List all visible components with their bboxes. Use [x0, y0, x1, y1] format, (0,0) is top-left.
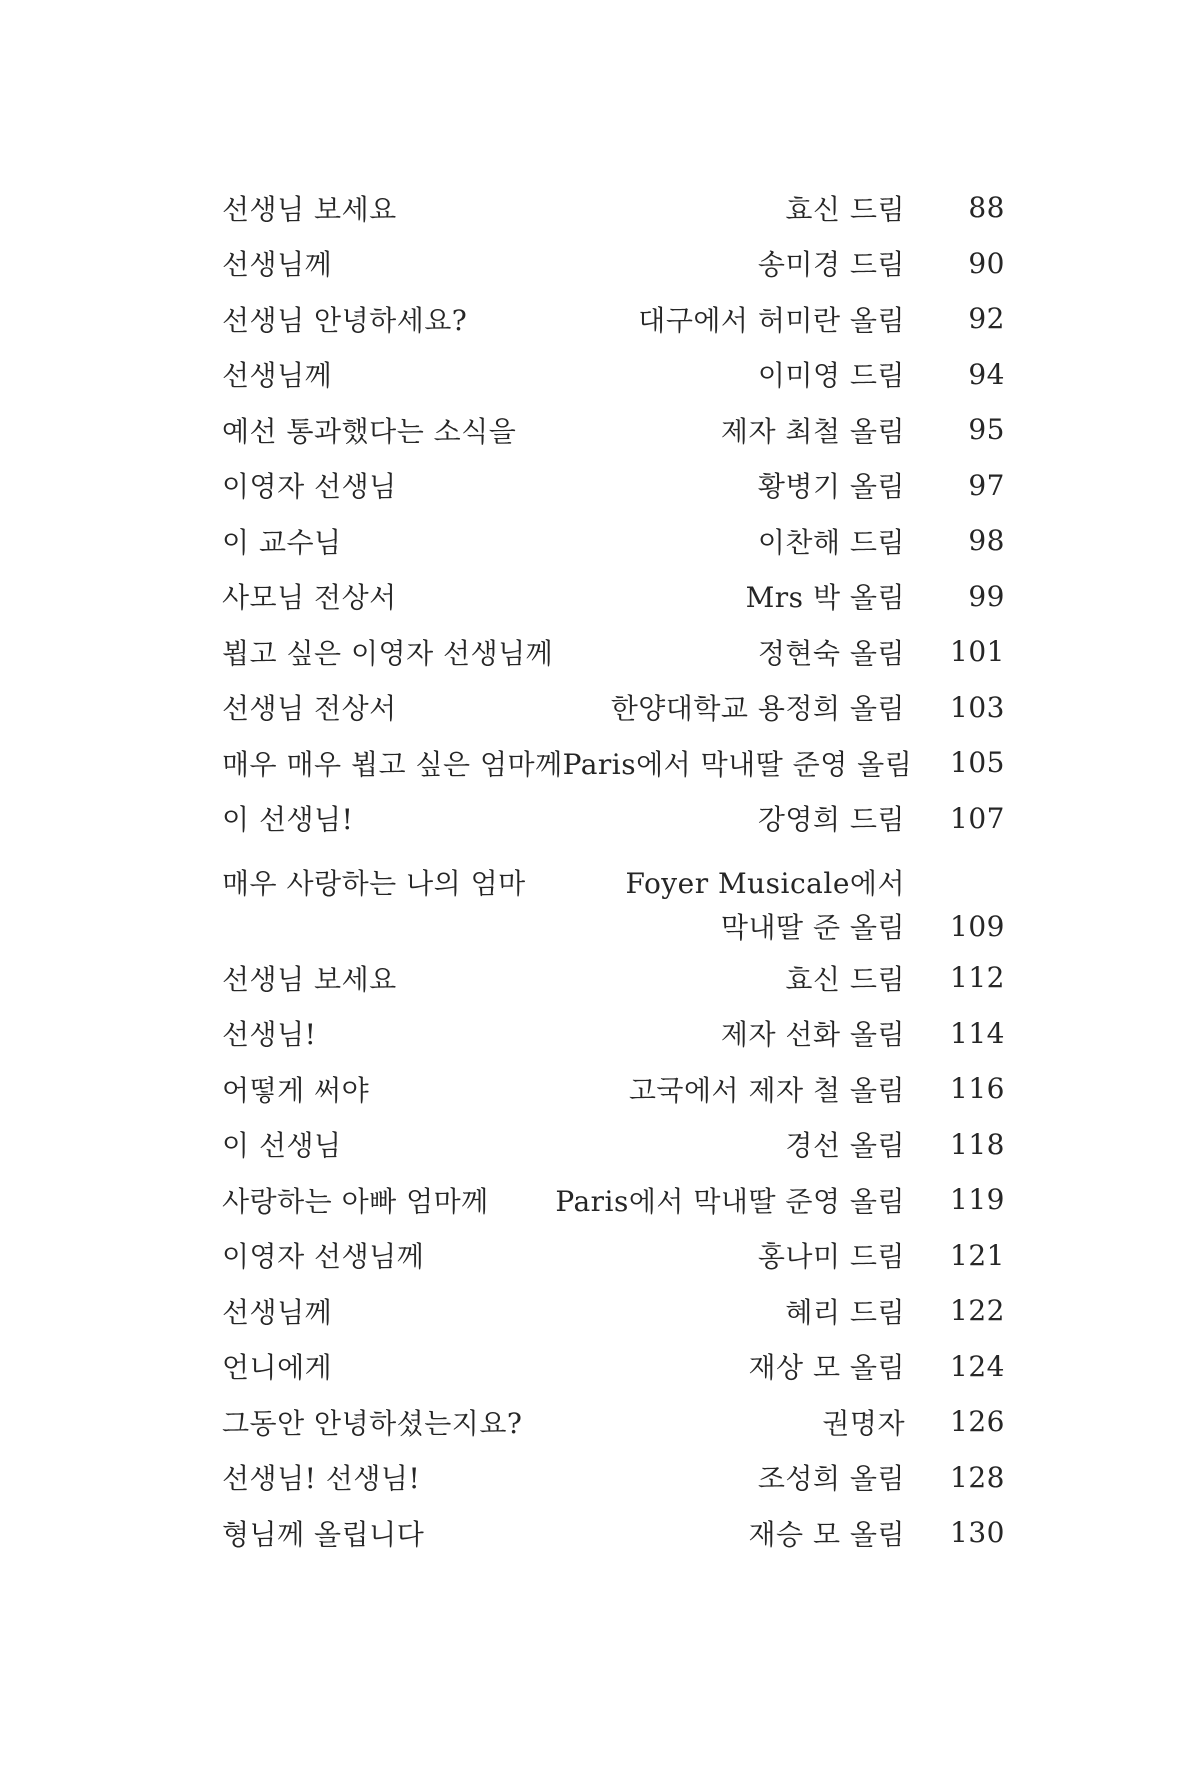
- entry-page-number: 124: [950, 1349, 1005, 1383]
- toc-row: [222, 1006, 1005, 1062]
- toc-row: [222, 904, 1005, 948]
- entry-title: 선생님! 선생님!: [222, 1462, 421, 1496]
- entry-signature: 강영희 드림: [757, 803, 905, 837]
- entry-signature: 한양대학교 용정희 올림: [610, 692, 905, 726]
- entry-page-number: 98: [968, 524, 1005, 558]
- toc-row: [222, 180, 1005, 236]
- entry-signature: 홍나미 드림: [757, 1240, 905, 1274]
- toc-entry-two-line: [222, 860, 1005, 948]
- toc-row: [222, 1505, 1005, 1561]
- entry-page-number: 112: [950, 961, 1005, 995]
- entry-page-number: 126: [950, 1405, 1005, 1439]
- entry-signature: 재상 모 올림: [748, 1351, 905, 1385]
- toc-row: [222, 347, 1005, 403]
- entry-signature: 조성희 올림: [757, 1462, 905, 1496]
- entry-page-number: 130: [950, 1516, 1005, 1550]
- entry-signature: Paris에서 막내딸 준영 올림: [562, 747, 913, 781]
- entry-signature: Foyer Musicale에서: [625, 867, 905, 900]
- entry-signature: Paris에서 막내딸 준영 올림: [555, 1184, 905, 1218]
- toc-row: [222, 680, 1005, 736]
- entry-page-number: 109: [950, 909, 1005, 943]
- entry-signature: 재승 모 올림: [748, 1517, 905, 1551]
- toc-row: [222, 624, 1005, 680]
- toc-row: [222, 735, 1005, 791]
- entry-title: 사랑하는 아빠 엄마께: [222, 1184, 489, 1218]
- entry-title: 사모님 전상서: [222, 581, 397, 615]
- toc-row: [222, 291, 1005, 347]
- entry-title: 선생님!: [222, 1018, 317, 1052]
- entry-title: 선생님께: [222, 359, 333, 393]
- toc-row: [222, 1339, 1005, 1395]
- entry-page-number: 95: [968, 413, 1005, 447]
- entry-title: 매우 사랑하는 나의 엄마: [222, 867, 526, 900]
- entry-page-number: 99: [968, 579, 1005, 613]
- entry-title: 이영자 선생님: [222, 470, 397, 504]
- toc-row: [222, 1228, 1005, 1284]
- entry-title: 이 선생님!: [222, 803, 354, 837]
- entry-signature: 효신 드림: [785, 192, 905, 226]
- entry-title: 이 선생님: [222, 1129, 342, 1163]
- entry-page-number: 114: [950, 1016, 1005, 1050]
- entry-page-number: 101: [950, 635, 1005, 669]
- toc-row: [222, 513, 1005, 569]
- toc-row: [222, 1283, 1005, 1339]
- toc-row: [222, 569, 1005, 625]
- entry-signature: 경선 올림: [785, 1129, 905, 1163]
- toc-row: [222, 860, 1005, 904]
- entry-title: 어떻게 써야: [222, 1073, 370, 1107]
- entry-title: 예선 통과했다는 소식을: [222, 414, 517, 448]
- entry-page-number: 128: [950, 1460, 1005, 1494]
- entry-signature: 이미영 드림: [757, 359, 905, 393]
- entry-page-number: 103: [950, 690, 1005, 724]
- entry-page-number: 92: [968, 302, 1005, 336]
- entry-signature: 막내딸 준 올림: [720, 911, 905, 944]
- entry-signature: 고국에서 제자 철 올림: [628, 1073, 905, 1107]
- entry-page-number: 94: [968, 357, 1005, 391]
- toc-row: [222, 458, 1005, 514]
- entry-signature: 황병기 올림: [757, 470, 905, 504]
- entry-title: 언니에게: [222, 1351, 333, 1385]
- entry-title: 선생님께: [222, 248, 333, 282]
- entry-title: 이영자 선생님께: [222, 1240, 425, 1274]
- toc-row: [222, 950, 1005, 1006]
- entry-title: 선생님 전상서: [222, 692, 397, 726]
- entry-title: 그동안 안녕하셨는지요?: [222, 1406, 523, 1440]
- toc-row: [222, 1061, 1005, 1117]
- table-of-contents: [222, 180, 1005, 1561]
- entry-title: 선생님 안녕하세요?: [222, 303, 468, 337]
- entry-title: 형님께 올립니다: [222, 1517, 425, 1551]
- entry-title: 선생님 보세요: [222, 192, 397, 226]
- entry-signature: 효신 드림: [785, 962, 905, 996]
- entry-page-number: 122: [950, 1294, 1005, 1328]
- entry-title: 뵙고 싶은 이영자 선생님께: [222, 636, 554, 670]
- entry-page-number: 105: [950, 746, 1005, 780]
- entry-page-number: 119: [950, 1183, 1005, 1217]
- entry-page-number: 116: [950, 1072, 1005, 1106]
- entry-signature: 이찬해 드림: [757, 525, 905, 559]
- entry-signature: 정현숙 올림: [757, 636, 905, 670]
- toc-row: [222, 402, 1005, 458]
- entry-signature: 혜리 드림: [785, 1295, 905, 1329]
- entry-page-number: 90: [968, 246, 1005, 280]
- toc-row: [222, 1117, 1005, 1173]
- entry-signature: 제자 선화 올림: [720, 1018, 905, 1052]
- toc-row: [222, 1394, 1005, 1450]
- entry-signature: 제자 최철 올림: [720, 414, 905, 448]
- entry-signature: 대구에서 허미란 올림: [638, 303, 905, 337]
- entry-title: 매우 매우 뵙고 싶은 엄마께: [222, 747, 563, 781]
- entry-signature: Mrs 박 올림: [745, 581, 905, 615]
- entry-page-number: 88: [968, 191, 1005, 225]
- entry-page-number: 107: [950, 801, 1005, 835]
- toc-row: [222, 236, 1005, 292]
- entry-page-number: 118: [950, 1127, 1005, 1161]
- entry-page-number: 121: [950, 1238, 1005, 1272]
- entry-signature: 권명자: [822, 1406, 905, 1440]
- toc-row: [222, 1172, 1005, 1228]
- entry-title: 선생님 보세요: [222, 962, 397, 996]
- toc-row: [222, 791, 1005, 847]
- toc-row: [222, 1450, 1005, 1506]
- entry-title: 이 교수님: [222, 525, 342, 559]
- entry-title: 선생님께: [222, 1295, 333, 1329]
- entry-page-number: 97: [968, 468, 1005, 502]
- entry-signature: 송미경 드림: [757, 248, 905, 282]
